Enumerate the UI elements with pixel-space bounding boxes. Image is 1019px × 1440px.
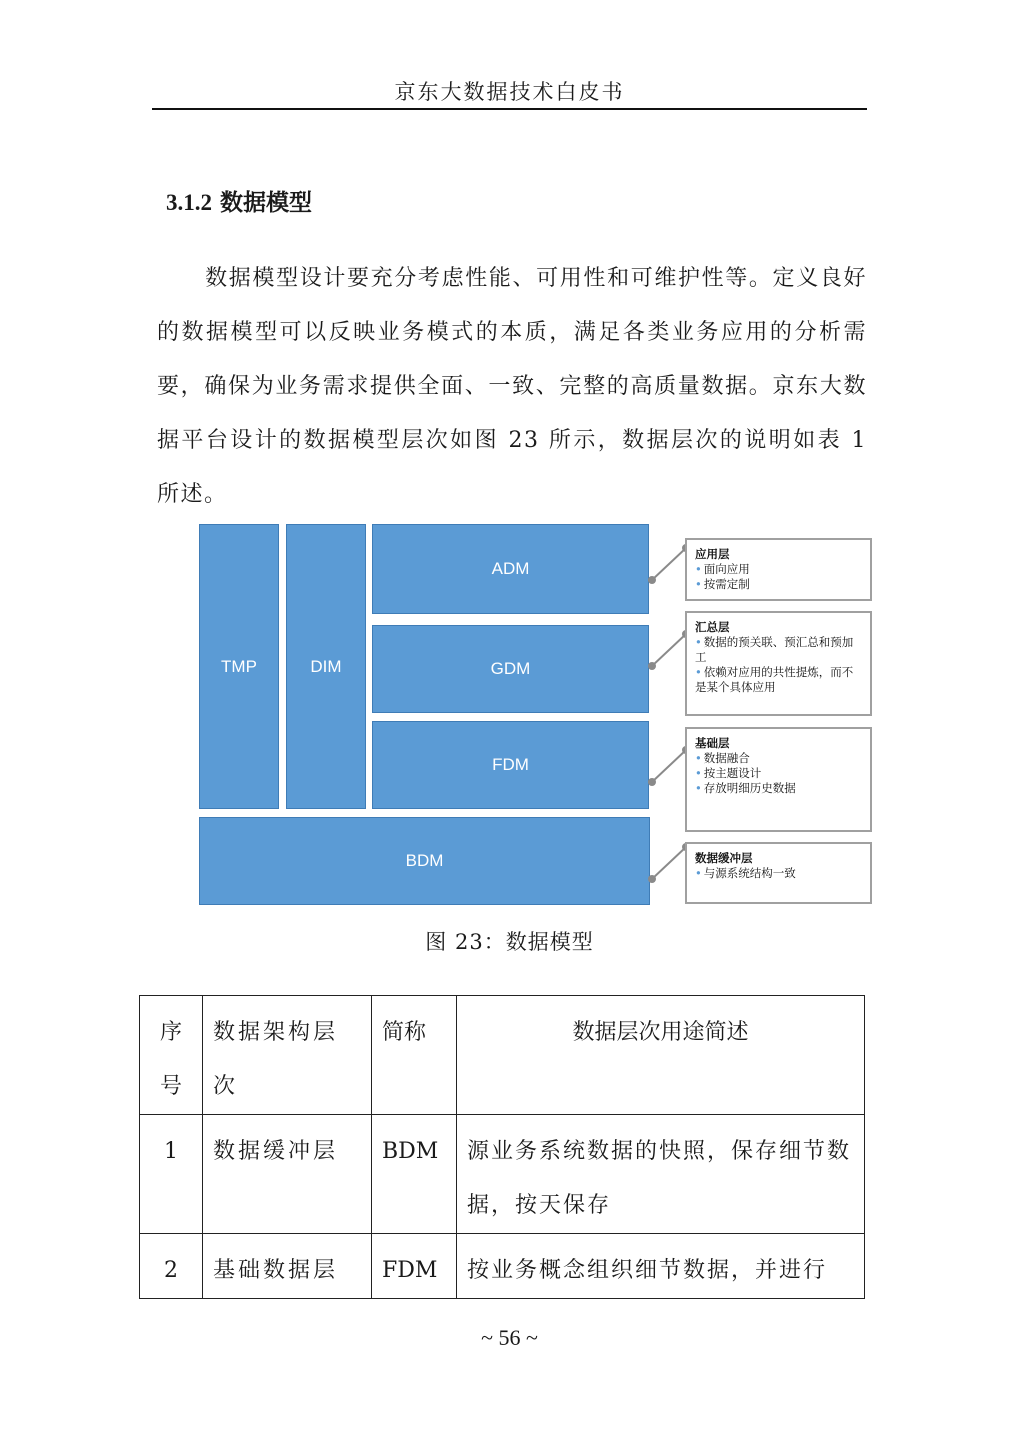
header-rule (152, 108, 867, 110)
header-description: 数据层次用途简述 (457, 996, 865, 1115)
note-title: 数据缓冲层 (695, 851, 753, 865)
page-number: ~ 56 ~ (481, 1325, 538, 1350)
fdm-block: FDM (372, 721, 649, 809)
note-title: 应用层 (695, 547, 730, 561)
bdm-block: BDM (199, 817, 650, 905)
header-abbr: 简称 (372, 996, 457, 1115)
note-application-layer (685, 538, 872, 601)
note-item: • 与源系统结构一致 (695, 866, 862, 881)
note-item: • 数据的预关联、预汇总和预加工 (695, 635, 862, 665)
running-header: 京东大数据技术白皮书 (394, 80, 625, 104)
cell-index: 1 (140, 1115, 203, 1234)
note-base-layer (685, 727, 872, 832)
note-item: • 面向应用 (695, 562, 862, 577)
data-model-diagram (199, 524, 875, 906)
note-item: • 依赖对应用的共性提炼，而不是某个具体应用 (695, 665, 862, 695)
tmp-block: TMP (199, 524, 279, 809)
connector-sum (652, 634, 686, 666)
connector-app (652, 548, 686, 580)
header-index: 序号 (140, 996, 203, 1115)
note-item: • 按主题设计 (695, 766, 862, 781)
note-item: • 按需定制 (695, 577, 862, 592)
cell-abbr: FDM (372, 1234, 457, 1299)
table-row (140, 1234, 865, 1299)
cell-description: 按业务概念组织细节数据，并进行 (457, 1234, 865, 1299)
note-item: • 存放明细历史数据 (695, 781, 862, 796)
table-row (140, 1115, 865, 1234)
table-header-row (140, 996, 865, 1115)
body-text: 数据模型设计要充分考虑性能、可用性和可维护性等。定义良好的数据模型可以反映业务模式的本质，满足各类业务应用的分析需要，确保为业务需求提供全面、一致、完整的高质量数据。京东大数据平台设计的数据模型层次如图 23 所示，数据层次的说明如表 1 所述。 (157, 266, 867, 507)
header-layer: 数据架构层次 (203, 996, 372, 1115)
section-title: 数据模型 (220, 189, 313, 216)
adm-block: ADM (372, 524, 649, 614)
note-buffer-layer (685, 842, 872, 904)
dim-block: DIM (286, 524, 366, 809)
note-summary-layer (685, 611, 872, 716)
section-heading (166, 184, 312, 217)
figure-caption: 图 23：数据模型 (425, 930, 594, 954)
data-layer-table (139, 995, 865, 1299)
gdm-block: GDM (372, 625, 649, 713)
note-title: 基础层 (695, 736, 730, 750)
section-number: 3.1.2 (166, 190, 212, 215)
note-item: • 数据融合 (695, 751, 862, 766)
note-title: 汇总层 (695, 620, 730, 634)
cell-abbr: BDM (372, 1115, 457, 1234)
cell-description: 源业务系统数据的快照，保存细节数据，按天保存 (457, 1115, 865, 1234)
cell-index: 2 (140, 1234, 203, 1299)
connector-base (652, 750, 686, 782)
connector-buf (652, 847, 686, 879)
body-paragraph (157, 252, 867, 522)
cell-layer: 基础数据层 (203, 1234, 372, 1299)
cell-layer: 数据缓冲层 (203, 1115, 372, 1234)
